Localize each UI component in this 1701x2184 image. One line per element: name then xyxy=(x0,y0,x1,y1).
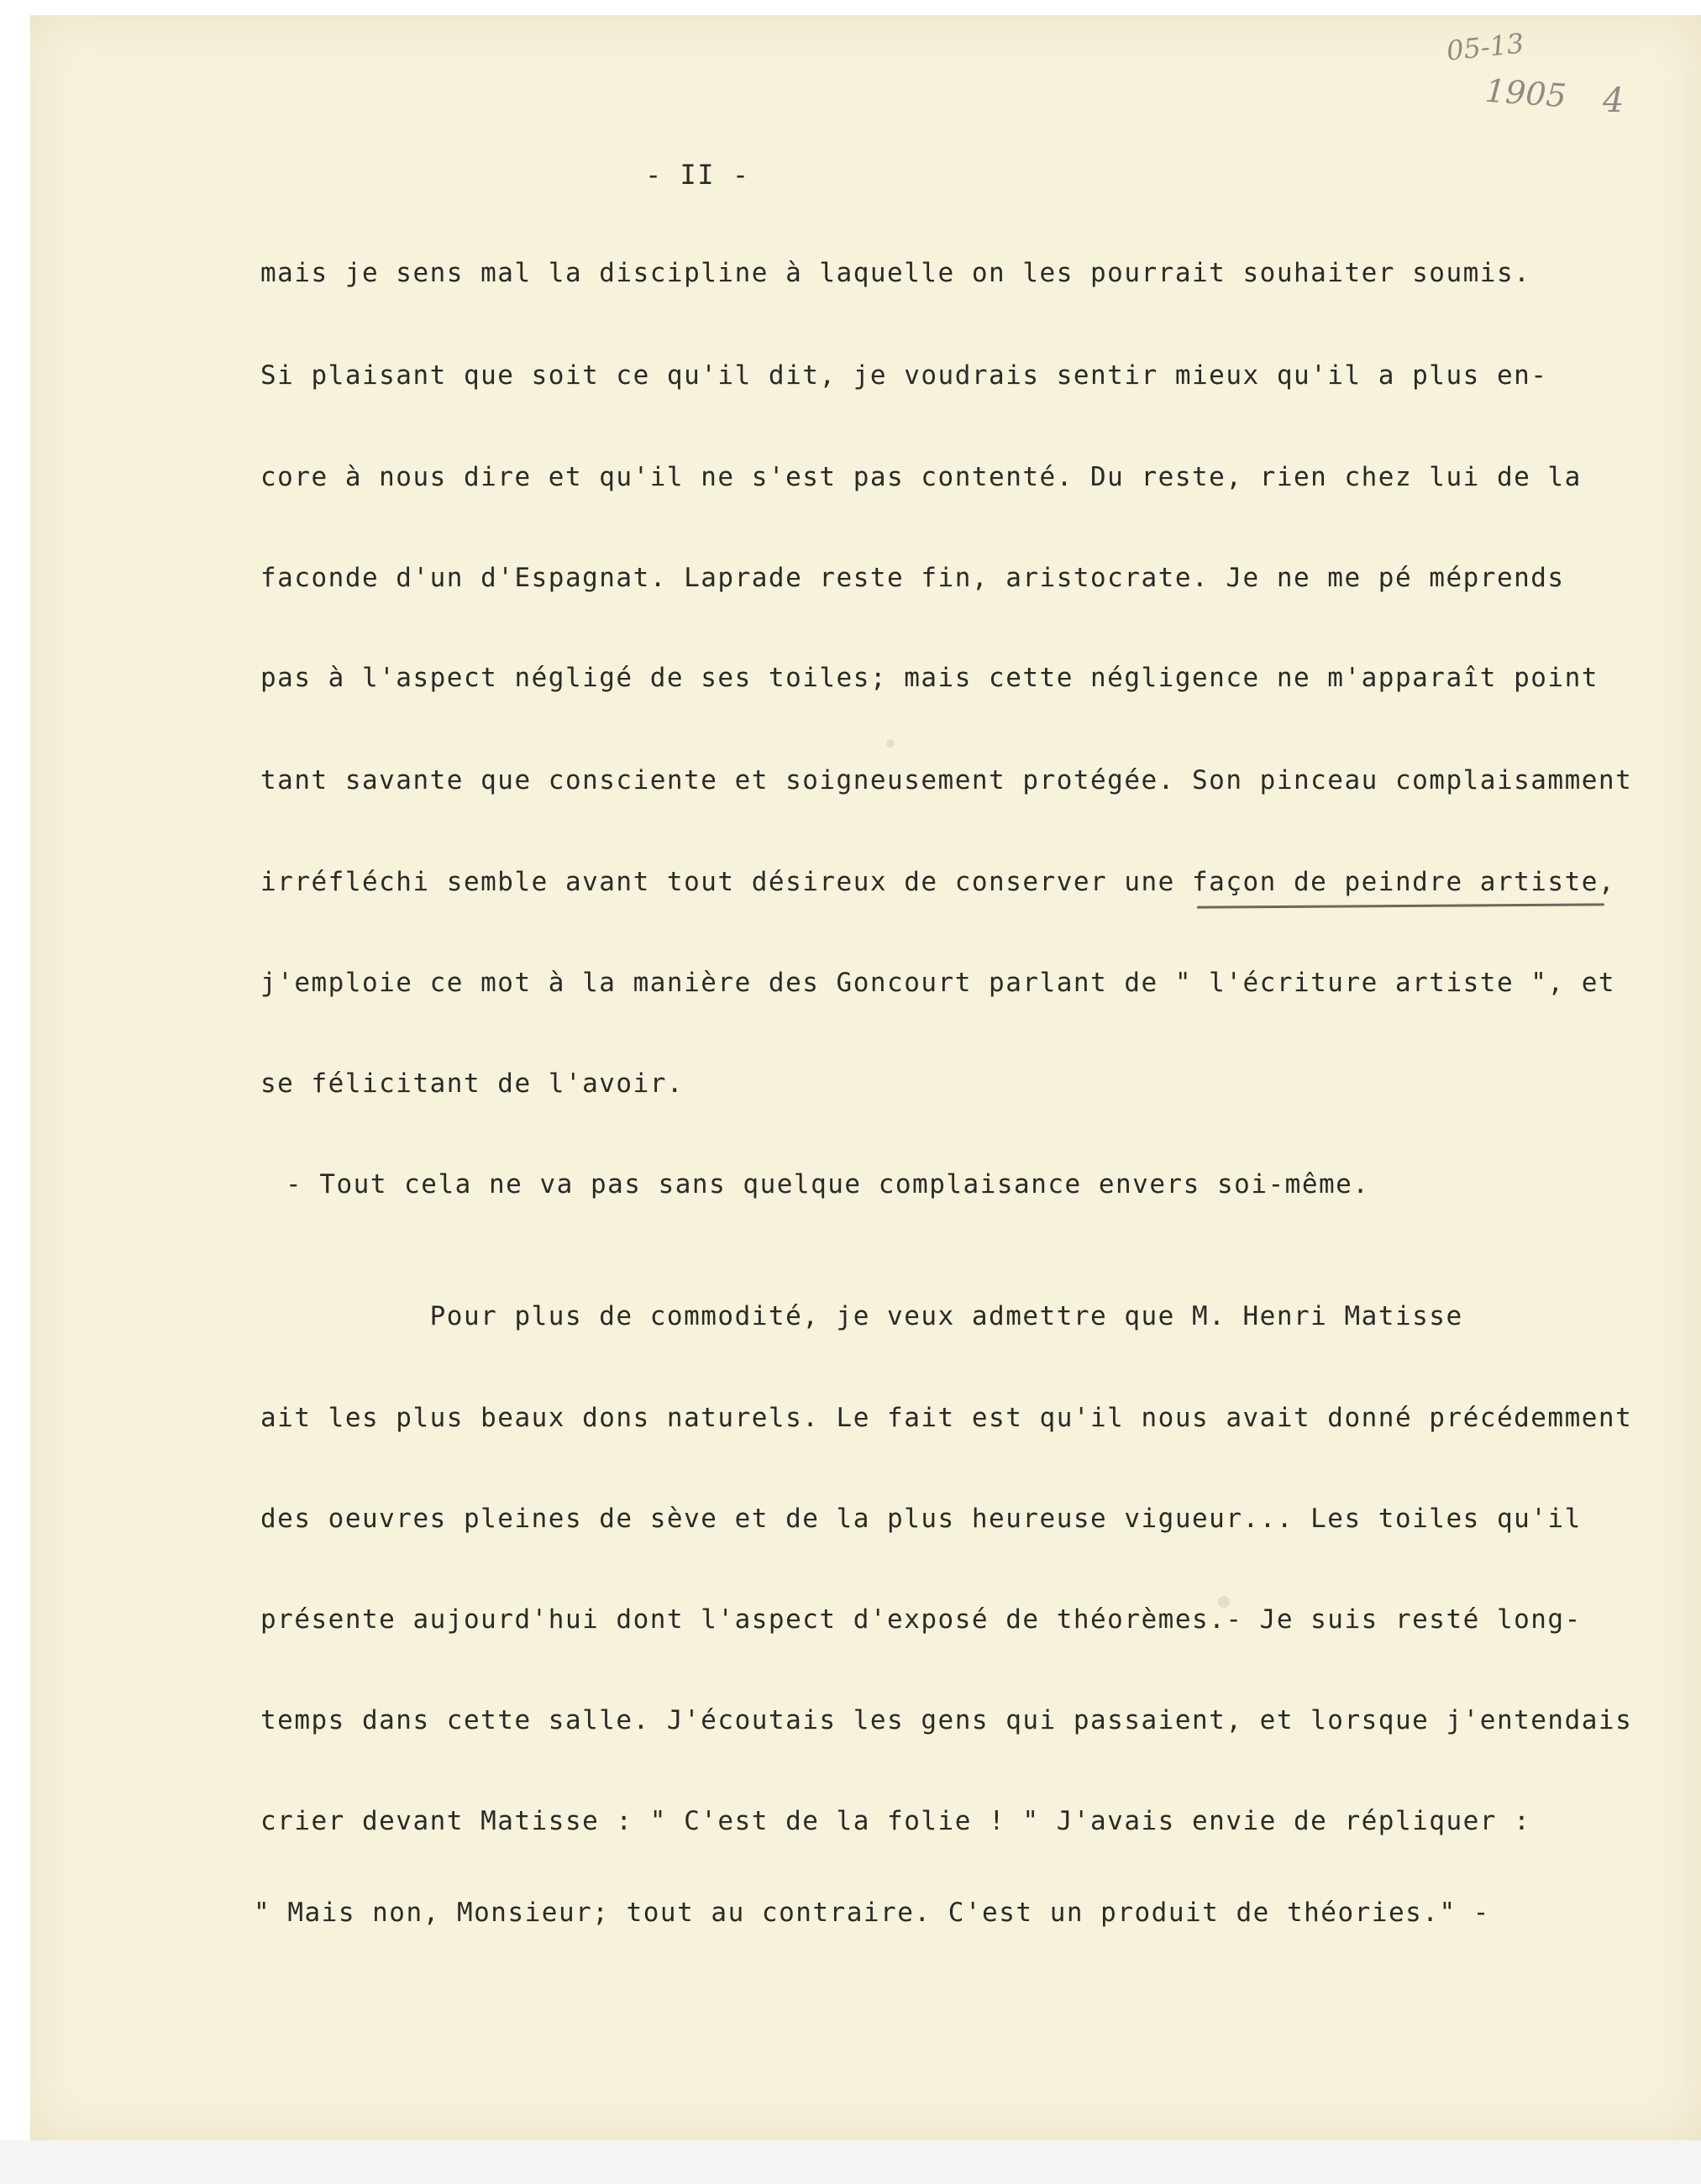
text-line: se félicitant de l'avoir. xyxy=(260,1068,685,1099)
text-line: core à nous dire et qu'il ne s'est pas contenté. Du reste, rien chez lui de la xyxy=(260,462,1582,492)
page-number: - II - xyxy=(645,159,750,191)
text-line: ait les plus beaux dons naturels. Le fait est qu'il nous avait donné précédemment xyxy=(260,1403,1633,1433)
ink-smudge xyxy=(1218,1596,1230,1608)
text-line: Si plaisant que soit ce qu'il dit, je voudrais sentir mieux qu'il a plus en- xyxy=(260,360,1548,391)
text-line: - Tout cela ne va pas sans quelque complaisance envers soi-même. xyxy=(286,1169,1370,1200)
text-line: " Mais non, Monsieur; tout au contraire. C'est un produit de théories." - xyxy=(254,1898,1490,1928)
text-line: Pour plus de commodité, je veux admettre que M. Henri Matisse xyxy=(260,1301,1463,1331)
text-line: crier devant Matisse : " C'est de la folie ! " J'avais envie de répliquer : xyxy=(260,1806,1531,1836)
handwritten-page-mark: 4 xyxy=(1603,81,1625,120)
text-line: j'emploie ce mot à la manière des Goncourt parlant de " l'écriture artiste ", et xyxy=(260,968,1616,998)
text-line: des oeuvres pleines de sève et de la plus heureuse vigueur... Les toiles qu'il xyxy=(260,1504,1582,1534)
text-line: présente aujourd'hui dont l'aspect d'exposé de théorèmes.- Je suis resté long- xyxy=(260,1604,1582,1635)
handwritten-year: 1905 xyxy=(1483,71,1568,115)
text-line: irréfléchi semble avant tout désireux de conserver une façon de peindre artiste, xyxy=(260,867,1616,897)
ink-smudge xyxy=(886,739,895,748)
scan-margin xyxy=(0,2140,1701,2184)
text-line: faconde d'un d'Espagnat. Laprade reste fin, aristocrate. Je ne me pé méprends xyxy=(260,563,1565,593)
handwritten-date: 05-13 xyxy=(1445,27,1525,67)
text-line: tant savante que consciente et soigneusement protégée. Son pinceau complaisamment xyxy=(260,765,1633,795)
text-line: temps dans cette salle. J'écoutais les gens qui passaient, et lorsque j'entendais xyxy=(260,1705,1633,1735)
text-line: pas à l'aspect négligé de ses toiles; mais cette négligence ne m'apparaît point xyxy=(260,663,1599,693)
text-line: mais je sens mal la discipline à laquelle on les pourrait souhaiter soumis. xyxy=(260,258,1531,288)
